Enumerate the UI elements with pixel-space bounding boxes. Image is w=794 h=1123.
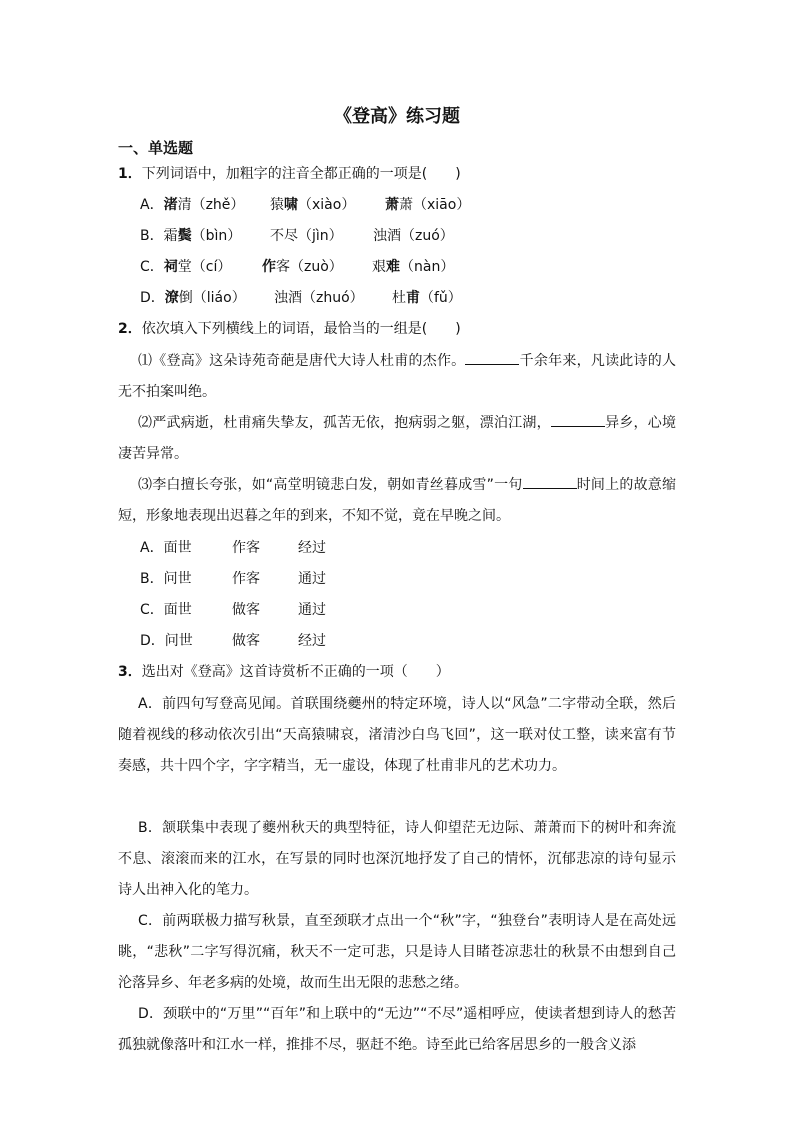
fill-blank [551, 412, 605, 427]
question-1-stem [118, 163, 678, 185]
question-number: 2． [118, 321, 142, 337]
q2-option-d: D．问世 做客 经过 [140, 633, 326, 649]
q3-option-d: D．颈联中的“万里”“百年”和上联中的“无边”“不尽”遥相呼应，使读者想到诗人的愁苦孤独就像落叶和江水一样，推排不尽，驱赶不绝。诗至此已给客居思乡的一般含义添 [118, 1006, 676, 1053]
q1-option-c: C．祠堂（cí） 作客（zuò） 艰难（nàn） [140, 259, 455, 275]
q3-option-b: B．颔联集中表现了夔州秋天的典型特征，诗人仰望茫无边际、萧萧而下的树叶和奔流不息、滚滚而来的江水，在写景的同时也深沉地抒发了自己的情怀，沉郁悲凉的诗句显示诗人出神入化的笔力。 [118, 820, 676, 898]
q3-option-c: C．前两联极力描写秋景，直至颈联才点出一个“秋”字，“独登台”表明诗人是在高处远眺，“悲秋”二字写得沉痛，秋天不一定可悲，只是诗人目睹苍凉悲壮的秋景不由想到自己沦落异乡、年老多病的处境，故而生出无限的悲愁之绪。 [118, 913, 676, 991]
q3-option-a: A．前四句写登高见闻。首联围绕夔州的特定环境，诗人以“风急”二字带动全联，然后随着视线的移动依次引出“天高猿啸哀，渚清沙白鸟飞回”，这一联对仗工整，读来富有节奏感，共十四个字，字字精当，无一虚设，体现了杜甫非凡的艺术功力。 [118, 696, 676, 774]
fill-blank [523, 474, 577, 489]
q2-sentence-3: ⑶李白擅长夸张，如“高堂明镜悲白发，朝如青丝暮成雪”一句 时间上的故意缩短，形象地表现出迟暮之年的到来，不知不觉，竟在早晚之间。 [118, 470, 676, 532]
q1-option-b: B．霜鬓（bìn） 不尽（jìn） 浊酒（zuó） [140, 228, 454, 244]
question-text: 下列词语中，加粗字的注音全都正确的一项是( ) [141, 166, 461, 182]
question-text: 依次填入下列横线上的词语，最恰当的一组是( ) [141, 321, 461, 337]
question-2-stem [118, 318, 678, 340]
q2-option-c: C．面世 做客 通过 [140, 602, 326, 618]
q2-option-a: A．面世 作客 经过 [140, 540, 326, 556]
q2-sentence-2: ⑵严武病逝，杜甫痛失挚友，孤苦无依，抱病弱之躯，漂泊江湖， 异乡，心境凄苦异常。 [118, 408, 676, 470]
question-text: 选出对《登高》这首诗赏析不正确的一项（ ） [141, 664, 450, 680]
q2-sentence-1: ⑴《登高》这朵诗苑奇葩是唐代大诗人杜甫的杰作。 千余年来，凡读此诗的人无不拍案叫绝。 [118, 346, 676, 408]
q1-option-a: A．渚清（zhě） 猿啸（xiào） 萧萧（xiāo） [140, 197, 471, 213]
q1-option-d: D．潦倒（liáo） 浊酒（zhuó） 杜甫（fǔ） [140, 290, 462, 306]
section-heading: 一、单选题 [118, 139, 194, 157]
page-title: 《登高》练习题 [334, 106, 460, 127]
question-number: 1． [118, 166, 142, 182]
fill-blank [465, 350, 519, 365]
q2-option-b: B．问世 作客 通过 [140, 571, 326, 587]
question-3-stem [118, 661, 678, 683]
question-number: 3． [118, 664, 142, 680]
